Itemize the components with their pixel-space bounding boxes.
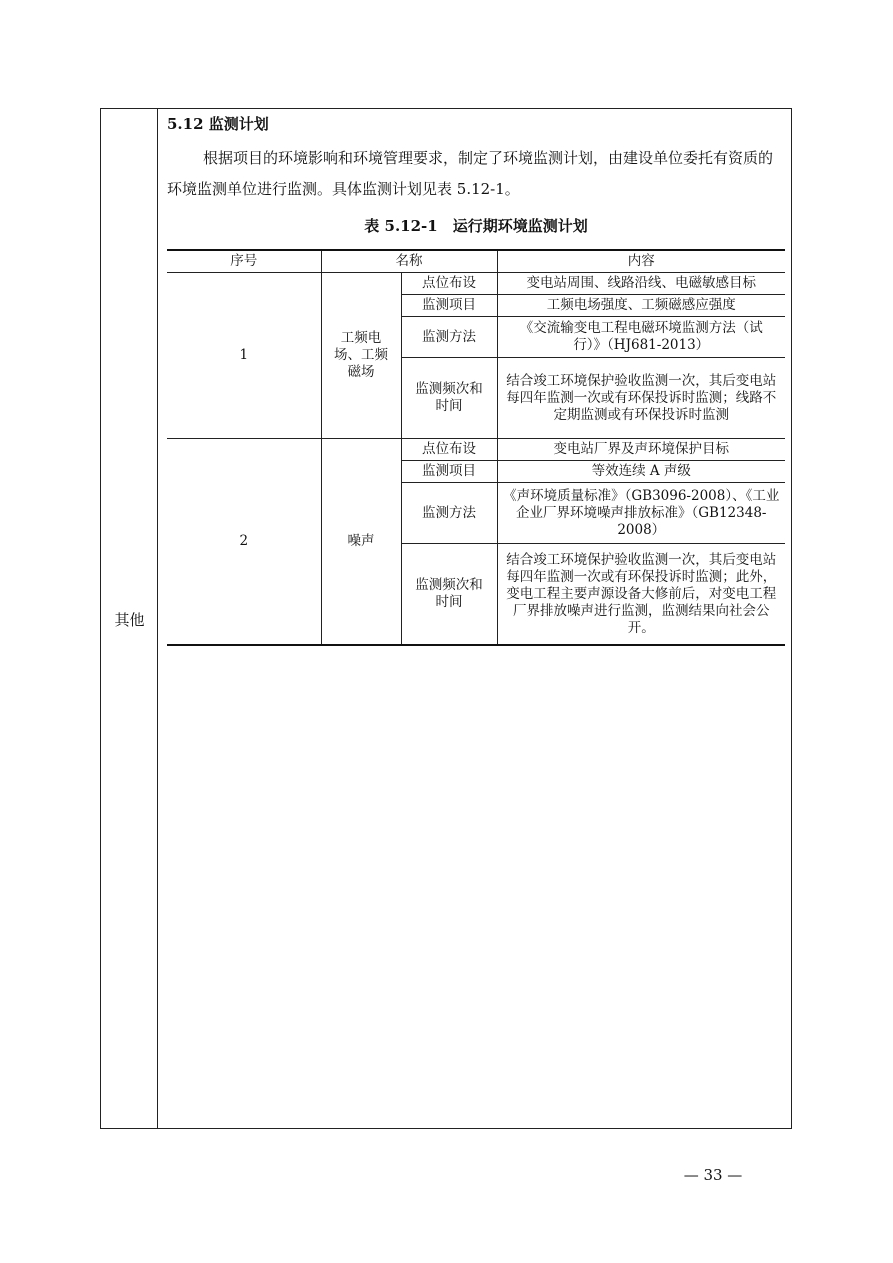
- page-number: — 33 —: [683, 1166, 743, 1184]
- item-content: 工频电场强度、工频磁感应强度: [497, 295, 785, 317]
- group-no: 1: [167, 273, 321, 439]
- item-content: 《声环境质量标准》（GB3096-2008）、《工业企业厂界环境噪声排放标准》（GB12348-2008）: [497, 483, 785, 544]
- item-label: 监测方法: [401, 483, 497, 544]
- table-header-row: [167, 250, 785, 273]
- item-label: 监测频次和时间: [401, 544, 497, 646]
- item-label: 点位布设: [401, 439, 497, 461]
- group-name: 工频电场、工频磁场: [321, 273, 401, 439]
- group-name: 噪声: [321, 439, 401, 646]
- item-label: 点位布设: [401, 273, 497, 295]
- item-label: 监测项目: [401, 461, 497, 483]
- item-label: 监测方法: [401, 317, 497, 358]
- left-column-label: 其他: [114, 611, 145, 629]
- item-content: 结合竣工环境保护验收监测一次，其后变电站每四年监测一次或有环保投诉时监测；线路不定期监测或有环保投诉时监测: [497, 358, 785, 439]
- group-no: 2: [167, 439, 321, 646]
- item-label: 监测频次和时间: [401, 358, 497, 439]
- section-title: 5.12 监测计划: [167, 115, 269, 133]
- table-row: [167, 439, 785, 461]
- item-content: 结合竣工环境保护验收监测一次，其后变电站每四年监测一次或有环保投诉时监测；此外，变电工程主要声源设备大修前后，对变电工程厂界排放噪声进行监测，监测结果向社会公开。: [497, 544, 785, 646]
- table-row: [167, 273, 785, 295]
- header-no: 序号: [167, 250, 321, 273]
- item-label: 监测项目: [401, 295, 497, 317]
- intro-paragraph: 根据项目的环境影响和环境管理要求，制定了环境监测计划，由建设单位委托有资质的环境监测单位进行监测。具体监测计划见表 5.12-1。: [167, 149, 774, 198]
- item-content: 《交流输变电工程电磁环境监测方法（试行）》（HJ681-2013）: [497, 317, 785, 358]
- monitoring-plan-table: [167, 249, 785, 646]
- item-content: 变电站周围、线路沿线、电磁敏感目标: [497, 273, 785, 295]
- left-column: [101, 109, 158, 1128]
- item-content: 变电站厂界及声环境保护目标: [497, 439, 785, 461]
- header-content: 内容: [497, 250, 785, 273]
- header-name: 名称: [321, 250, 497, 273]
- form-frame: [100, 108, 792, 1129]
- table-title: 表 5.12-1 运行期环境监测计划: [364, 217, 588, 235]
- item-content: 等效连续 A 声级: [497, 461, 785, 483]
